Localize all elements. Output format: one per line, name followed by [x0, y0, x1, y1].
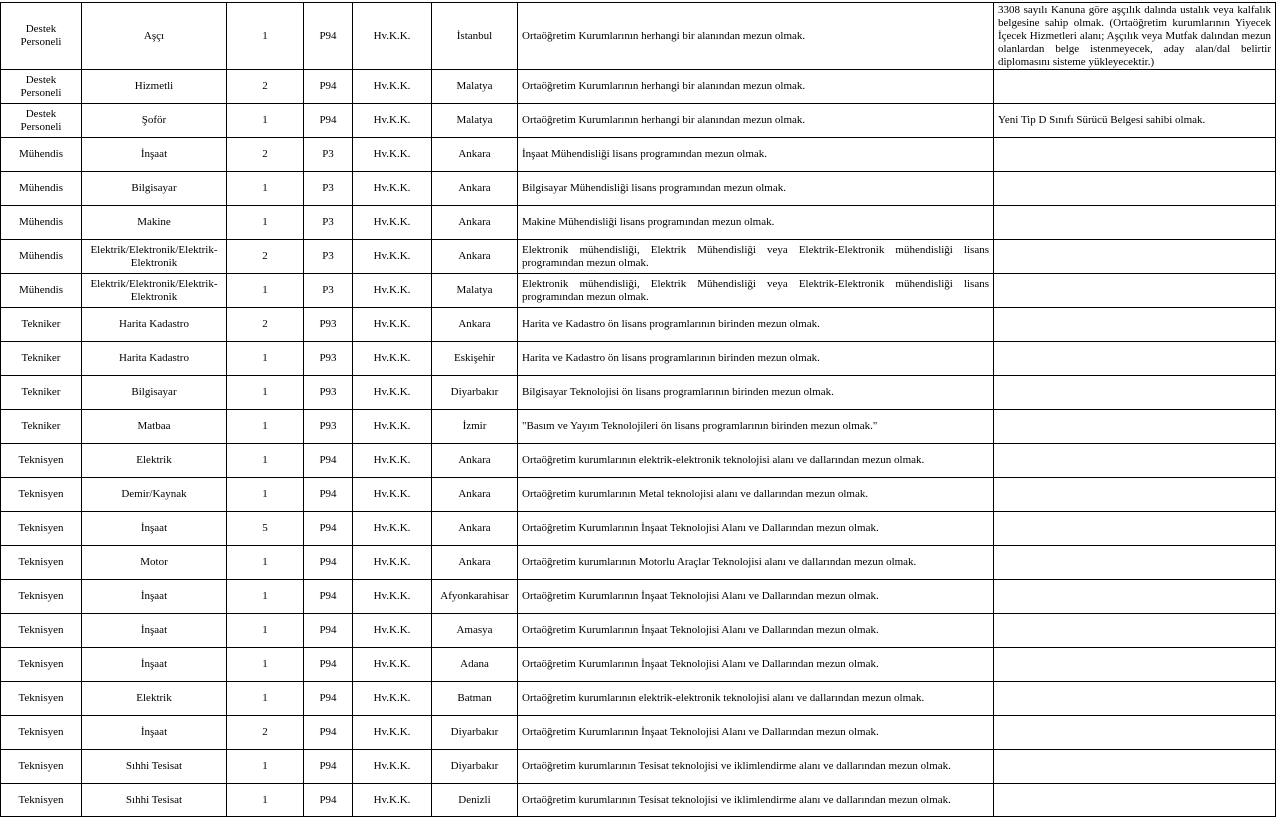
notes-cell — [994, 444, 1276, 478]
command-cell: Hv.K.K. — [353, 648, 432, 682]
quantity-cell: 2 — [227, 70, 304, 104]
position-class-cell: Destek Personeli — [1, 3, 82, 70]
table-row — [1, 172, 1276, 206]
province-cell: Ankara — [432, 546, 518, 580]
notes-cell — [994, 614, 1276, 648]
kpss-score-type-cell: P94 — [304, 614, 353, 648]
qualification-cell: Ortaöğretim Kurumlarının İnşaat Teknolojisi Alanı ve Dallarından mezun olmak. — [518, 580, 994, 614]
title-cell: Matbaa — [82, 410, 227, 444]
table-row — [1, 784, 1276, 817]
qualification-cell: Bilgisayar Mühendisliği lisans programından mezun olmak. — [518, 172, 994, 206]
kpss-score-type-cell: P94 — [304, 70, 353, 104]
position-class-cell: Mühendis — [1, 138, 82, 172]
quantity-cell: 1 — [227, 546, 304, 580]
qualification-cell: Ortaöğretim Kurumlarının İnşaat Teknolojisi Alanı ve Dallarından mezun olmak. — [518, 716, 994, 750]
province-cell: İstanbul — [432, 3, 518, 70]
position-class-cell: Tekniker — [1, 342, 82, 376]
kpss-score-type-cell: P94 — [304, 512, 353, 546]
command-cell: Hv.K.K. — [353, 444, 432, 478]
notes-cell — [994, 784, 1276, 817]
position-class-cell: Teknisyen — [1, 682, 82, 716]
province-cell: Ankara — [432, 206, 518, 240]
notes-cell — [994, 138, 1276, 172]
kpss-score-type-cell: P3 — [304, 240, 353, 274]
title-cell: İnşaat — [82, 580, 227, 614]
table-row — [1, 478, 1276, 512]
title-cell: Harita Kadastro — [82, 308, 227, 342]
command-cell: Hv.K.K. — [353, 410, 432, 444]
qualification-cell: "Basım ve Yayım Teknolojileri ön lisans programlarının birinden mezun olmak." — [518, 410, 994, 444]
personnel-requirements-table — [0, 2, 1276, 817]
table-row — [1, 3, 1276, 70]
notes-cell — [994, 546, 1276, 580]
notes-cell — [994, 240, 1276, 274]
table-row — [1, 512, 1276, 546]
command-cell: Hv.K.K. — [353, 3, 432, 70]
qualification-cell: Elektronik mühendisliği, Elektrik Mühendisliği veya Elektrik-Elektronik mühendisliği lisans programından mezun olmak. — [518, 274, 994, 308]
command-cell: Hv.K.K. — [353, 104, 432, 138]
position-class-cell: Teknisyen — [1, 750, 82, 784]
command-cell: Hv.K.K. — [353, 138, 432, 172]
quantity-cell: 1 — [227, 206, 304, 240]
title-cell: İnşaat — [82, 648, 227, 682]
notes-cell — [994, 682, 1276, 716]
table-row — [1, 444, 1276, 478]
quantity-cell: 1 — [227, 478, 304, 512]
qualification-cell: İnşaat Mühendisliği lisans programından mezun olmak. — [518, 138, 994, 172]
command-cell: Hv.K.K. — [353, 682, 432, 716]
quantity-cell: 2 — [227, 240, 304, 274]
table-row — [1, 376, 1276, 410]
command-cell: Hv.K.K. — [353, 274, 432, 308]
notes-cell — [994, 478, 1276, 512]
title-cell: Elektrik/Elektronik/Elektrik-Elektronik — [82, 274, 227, 308]
province-cell: İzmir — [432, 410, 518, 444]
title-cell: Bilgisayar — [82, 172, 227, 206]
quantity-cell: 2 — [227, 716, 304, 750]
province-cell: Batman — [432, 682, 518, 716]
title-cell: Sıhhi Tesisat — [82, 784, 227, 817]
notes-cell — [994, 70, 1276, 104]
qualification-cell: Ortaöğretim kurumlarının elektrik-elektronik teknolojisi alanı ve dallarından mezun olmak. — [518, 682, 994, 716]
province-cell: Ankara — [432, 240, 518, 274]
command-cell: Hv.K.K. — [353, 70, 432, 104]
position-class-cell: Teknisyen — [1, 648, 82, 682]
position-class-cell: Teknisyen — [1, 784, 82, 817]
title-cell: Aşçı — [82, 3, 227, 70]
kpss-score-type-cell: P94 — [304, 478, 353, 512]
command-cell: Hv.K.K. — [353, 342, 432, 376]
table-row — [1, 716, 1276, 750]
notes-cell — [994, 716, 1276, 750]
position-class-cell: Destek Personeli — [1, 70, 82, 104]
title-cell: İnşaat — [82, 716, 227, 750]
command-cell: Hv.K.K. — [353, 478, 432, 512]
qualification-cell: Ortaöğretim kurumlarının Metal teknolojisi alanı ve dallarından mezun olmak. — [518, 478, 994, 512]
position-class-cell: Teknisyen — [1, 444, 82, 478]
title-cell: Şoför — [82, 104, 227, 138]
province-cell: Ankara — [432, 512, 518, 546]
command-cell: Hv.K.K. — [353, 580, 432, 614]
qualification-cell: Ortaöğretim Kurumlarının İnşaat Teknolojisi Alanı ve Dallarından mezun olmak. — [518, 648, 994, 682]
title-cell: Demir/Kaynak — [82, 478, 227, 512]
kpss-score-type-cell: P93 — [304, 376, 353, 410]
title-cell: Elektrik — [82, 444, 227, 478]
table-row — [1, 342, 1276, 376]
province-cell: Ankara — [432, 308, 518, 342]
quantity-cell: 2 — [227, 308, 304, 342]
qualification-cell: Ortaöğretim kurumlarının Motorlu Araçlar Teknolojisi alanı ve dallarından mezun olmak. — [518, 546, 994, 580]
title-cell: Sıhhi Tesisat — [82, 750, 227, 784]
table-row — [1, 614, 1276, 648]
province-cell: Ankara — [432, 478, 518, 512]
kpss-score-type-cell: P94 — [304, 682, 353, 716]
table-row — [1, 70, 1276, 104]
position-class-cell: Teknisyen — [1, 546, 82, 580]
kpss-score-type-cell: P94 — [304, 104, 353, 138]
quantity-cell: 1 — [227, 444, 304, 478]
table-row — [1, 138, 1276, 172]
kpss-score-type-cell: P94 — [304, 784, 353, 817]
quantity-cell: 1 — [227, 750, 304, 784]
kpss-score-type-cell: P94 — [304, 546, 353, 580]
table-row — [1, 206, 1276, 240]
qualification-cell: Ortaöğretim Kurumlarının İnşaat Teknolojisi Alanı ve Dallarından mezun olmak. — [518, 512, 994, 546]
kpss-score-type-cell: P94 — [304, 648, 353, 682]
title-cell: Harita Kadastro — [82, 342, 227, 376]
quantity-cell: 2 — [227, 138, 304, 172]
notes-cell — [994, 410, 1276, 444]
kpss-score-type-cell: P3 — [304, 274, 353, 308]
province-cell: Denizli — [432, 784, 518, 817]
command-cell: Hv.K.K. — [353, 614, 432, 648]
title-cell: Elektrik — [82, 682, 227, 716]
quantity-cell: 1 — [227, 274, 304, 308]
kpss-score-type-cell: P93 — [304, 410, 353, 444]
table-row — [1, 546, 1276, 580]
province-cell: Malatya — [432, 70, 518, 104]
position-class-cell: Teknisyen — [1, 580, 82, 614]
quantity-cell: 1 — [227, 3, 304, 70]
quantity-cell: 5 — [227, 512, 304, 546]
position-class-cell: Mühendis — [1, 172, 82, 206]
notes-cell — [994, 274, 1276, 308]
qualification-cell: Ortaöğretim kurumlarının elektrik-elektronik teknolojisi alanı ve dallarından mezun olmak. — [518, 444, 994, 478]
notes-cell — [994, 342, 1276, 376]
table-row — [1, 240, 1276, 274]
notes-cell: 3308 sayılı Kanuna göre aşçılık dalında ustalık veya kalfalık belgesine sahip olmak. (Ortaöğretim kurumlarının Yiyecek İçecek Hizmetleri alanı; Aşçılık veya Mutfak dalından mezun olanlardan belge istenmeyecek, aday alan/dal belirtir diplomasını sisteme yükleyecektir.) — [994, 3, 1276, 70]
position-class-cell: Teknisyen — [1, 614, 82, 648]
notes-cell — [994, 648, 1276, 682]
quantity-cell: 1 — [227, 104, 304, 138]
quantity-cell: 1 — [227, 682, 304, 716]
province-cell: Malatya — [432, 274, 518, 308]
qualification-cell: Harita ve Kadastro ön lisans programlarının birinden mezun olmak. — [518, 342, 994, 376]
title-cell: Hizmetli — [82, 70, 227, 104]
province-cell: Eskişehir — [432, 342, 518, 376]
table-row — [1, 682, 1276, 716]
province-cell: Afyonkarahisar — [432, 580, 518, 614]
table-body — [1, 3, 1276, 817]
province-cell: Amasya — [432, 614, 518, 648]
qualification-cell: Ortaöğretim kurumlarının Tesisat teknolojisi ve iklimlendirme alanı ve dallarından mezun olmak. — [518, 784, 994, 817]
command-cell: Hv.K.K. — [353, 376, 432, 410]
notes-cell — [994, 580, 1276, 614]
quantity-cell: 1 — [227, 172, 304, 206]
title-cell: İnşaat — [82, 614, 227, 648]
title-cell: Elektrik/Elektronik/Elektrik-Elektronik — [82, 240, 227, 274]
province-cell: Adana — [432, 648, 518, 682]
kpss-score-type-cell: P94 — [304, 580, 353, 614]
notes-cell: Yeni Tip D Sınıfı Sürücü Belgesi sahibi olmak. — [994, 104, 1276, 138]
title-cell: İnşaat — [82, 512, 227, 546]
kpss-score-type-cell: P3 — [304, 206, 353, 240]
qualification-cell: Ortaöğretim Kurumlarının herhangi bir alanından mezun olmak. — [518, 3, 994, 70]
notes-cell — [994, 308, 1276, 342]
kpss-score-type-cell: P3 — [304, 172, 353, 206]
kpss-score-type-cell: P93 — [304, 308, 353, 342]
kpss-score-type-cell: P94 — [304, 716, 353, 750]
position-class-cell: Teknisyen — [1, 512, 82, 546]
quantity-cell: 1 — [227, 410, 304, 444]
position-class-cell: Teknisyen — [1, 478, 82, 512]
province-cell: Malatya — [432, 104, 518, 138]
command-cell: Hv.K.K. — [353, 546, 432, 580]
command-cell: Hv.K.K. — [353, 512, 432, 546]
quantity-cell: 1 — [227, 648, 304, 682]
table-row — [1, 580, 1276, 614]
command-cell: Hv.K.K. — [353, 784, 432, 817]
qualification-cell: Harita ve Kadastro ön lisans programlarının birinden mezun olmak. — [518, 308, 994, 342]
title-cell: Motor — [82, 546, 227, 580]
province-cell: Ankara — [432, 172, 518, 206]
province-cell: Diyarbakır — [432, 376, 518, 410]
command-cell: Hv.K.K. — [353, 240, 432, 274]
kpss-score-type-cell: P94 — [304, 3, 353, 70]
notes-cell — [994, 206, 1276, 240]
qualification-cell: Elektronik mühendisliği, Elektrik Mühendisliği veya Elektrik-Elektronik mühendisliği lisans programından mezun olmak. — [518, 240, 994, 274]
province-cell: Diyarbakır — [432, 716, 518, 750]
kpss-score-type-cell: P94 — [304, 750, 353, 784]
quantity-cell: 1 — [227, 614, 304, 648]
quantity-cell: 1 — [227, 580, 304, 614]
command-cell: Hv.K.K. — [353, 206, 432, 240]
position-class-cell: Tekniker — [1, 308, 82, 342]
province-cell: Ankara — [432, 444, 518, 478]
command-cell: Hv.K.K. — [353, 308, 432, 342]
position-class-cell: Mühendis — [1, 206, 82, 240]
position-class-cell: Mühendis — [1, 240, 82, 274]
command-cell: Hv.K.K. — [353, 172, 432, 206]
notes-cell — [994, 512, 1276, 546]
quantity-cell: 1 — [227, 784, 304, 817]
qualification-cell: Makine Mühendisliği lisans programından mezun olmak. — [518, 206, 994, 240]
command-cell: Hv.K.K. — [353, 750, 432, 784]
province-cell: Diyarbakır — [432, 750, 518, 784]
qualification-cell: Ortaöğretim Kurumlarının İnşaat Teknolojisi Alanı ve Dallarından mezun olmak. — [518, 614, 994, 648]
position-class-cell: Mühendis — [1, 274, 82, 308]
title-cell: Bilgisayar — [82, 376, 227, 410]
table-row — [1, 104, 1276, 138]
kpss-score-type-cell: P93 — [304, 342, 353, 376]
command-cell: Hv.K.K. — [353, 716, 432, 750]
title-cell: Makine — [82, 206, 227, 240]
notes-cell — [994, 376, 1276, 410]
table-row — [1, 410, 1276, 444]
notes-cell — [994, 172, 1276, 206]
qualification-cell: Ortaöğretim kurumlarının Tesisat teknolojisi ve iklimlendirme alanı ve dallarından mezun olmak. — [518, 750, 994, 784]
kpss-score-type-cell: P3 — [304, 138, 353, 172]
table-row — [1, 750, 1276, 784]
province-cell: Ankara — [432, 138, 518, 172]
qualification-cell: Ortaöğretim Kurumlarının herhangi bir alanından mezun olmak. — [518, 104, 994, 138]
table-row — [1, 648, 1276, 682]
qualification-cell: Ortaöğretim Kurumlarının herhangi bir alanından mezun olmak. — [518, 70, 994, 104]
qualification-cell: Bilgisayar Teknolojisi ön lisans programlarının birinden mezun olmak. — [518, 376, 994, 410]
quantity-cell: 1 — [227, 342, 304, 376]
position-class-cell: Tekniker — [1, 376, 82, 410]
table-row — [1, 274, 1276, 308]
kpss-score-type-cell: P94 — [304, 444, 353, 478]
position-class-cell: Destek Personeli — [1, 104, 82, 138]
notes-cell — [994, 750, 1276, 784]
table-row — [1, 308, 1276, 342]
position-class-cell: Teknisyen — [1, 716, 82, 750]
quantity-cell: 1 — [227, 376, 304, 410]
position-class-cell: Tekniker — [1, 410, 82, 444]
title-cell: İnşaat — [82, 138, 227, 172]
